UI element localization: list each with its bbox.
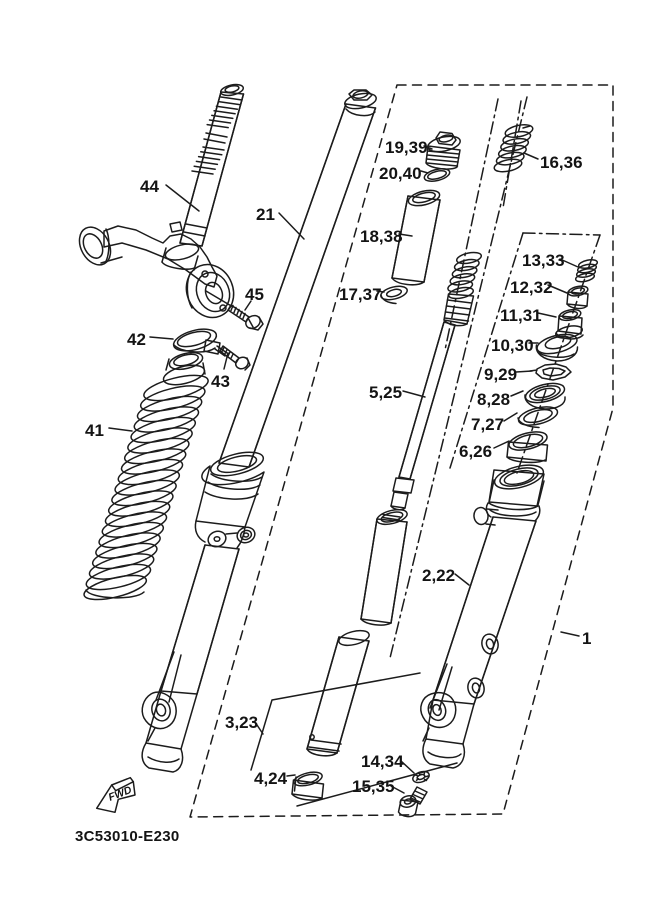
part-slide-bushing (292, 770, 324, 800)
callout-9-29[interactable]: 9,29 (484, 365, 518, 384)
callout-43[interactable]: 43 (211, 372, 230, 391)
part-seal-washer (517, 403, 560, 428)
part-cap-o-ring (423, 167, 451, 184)
fwd-label: FWD (106, 784, 134, 804)
callout-10-30[interactable]: 10,30 (491, 336, 534, 355)
callout-3-23[interactable]: 3,23 (225, 713, 259, 732)
callout-5-25[interactable]: 5,25 (369, 383, 403, 402)
part-inner-tube-upper (361, 507, 409, 625)
callout-16-36[interactable]: 16,36 (540, 153, 583, 172)
callout-13-33[interactable]: 13,33 (522, 251, 565, 270)
part-slide-collar (507, 429, 549, 463)
part-spring-clip-stack (575, 258, 598, 283)
callout-17-37[interactable]: 17,37 (339, 285, 382, 304)
part-spring-seat-washer (379, 284, 408, 304)
callout-21[interactable]: 21 (256, 205, 275, 224)
part-boot-clamp (171, 325, 227, 356)
part-steering-stem-bracket (73, 83, 244, 325)
callout-15-35[interactable]: 15,35 (352, 777, 395, 796)
part-damper-rod (391, 251, 482, 510)
part-drain-gasket (411, 769, 430, 784)
callout-44[interactable]: 44 (140, 177, 159, 196)
callout-14-34[interactable]: 14,34 (361, 752, 404, 771)
callout-41[interactable]: 41 (85, 421, 104, 440)
callout-19-39[interactable]: 19,39 (385, 138, 428, 157)
part-cap-bolt (426, 132, 462, 169)
assembly-border-dashed (190, 85, 613, 817)
callout-11-31[interactable]: 11,31 (500, 306, 542, 325)
callout-45[interactable]: 45 (245, 285, 264, 304)
callout-20-40[interactable]: 20,40 (379, 164, 422, 183)
callout-12-32[interactable]: 12,32 (510, 278, 553, 297)
drawing-code: 3C53010-E230 (75, 828, 180, 845)
callout-8-28[interactable]: 8,28 (477, 390, 511, 409)
part-drain-bolt (399, 787, 428, 817)
callout-2-22[interactable]: 2,22 (422, 566, 456, 585)
callout-18-38[interactable]: 18,38 (360, 227, 403, 246)
part-fork-boot (82, 350, 211, 605)
callout-1[interactable]: 1 (582, 629, 592, 648)
stem-threads (184, 97, 242, 236)
callout-42[interactable]: 42 (127, 330, 146, 349)
callout-6-26[interactable]: 6,26 (459, 442, 493, 461)
callout-4-24[interactable]: 4,24 (254, 769, 288, 788)
callout-7-27[interactable]: 7,27 (471, 415, 505, 434)
fwd-direction-arrow (97, 778, 135, 813)
part-outer-tube (421, 461, 546, 768)
part-inner-tube-assembled (219, 90, 378, 467)
